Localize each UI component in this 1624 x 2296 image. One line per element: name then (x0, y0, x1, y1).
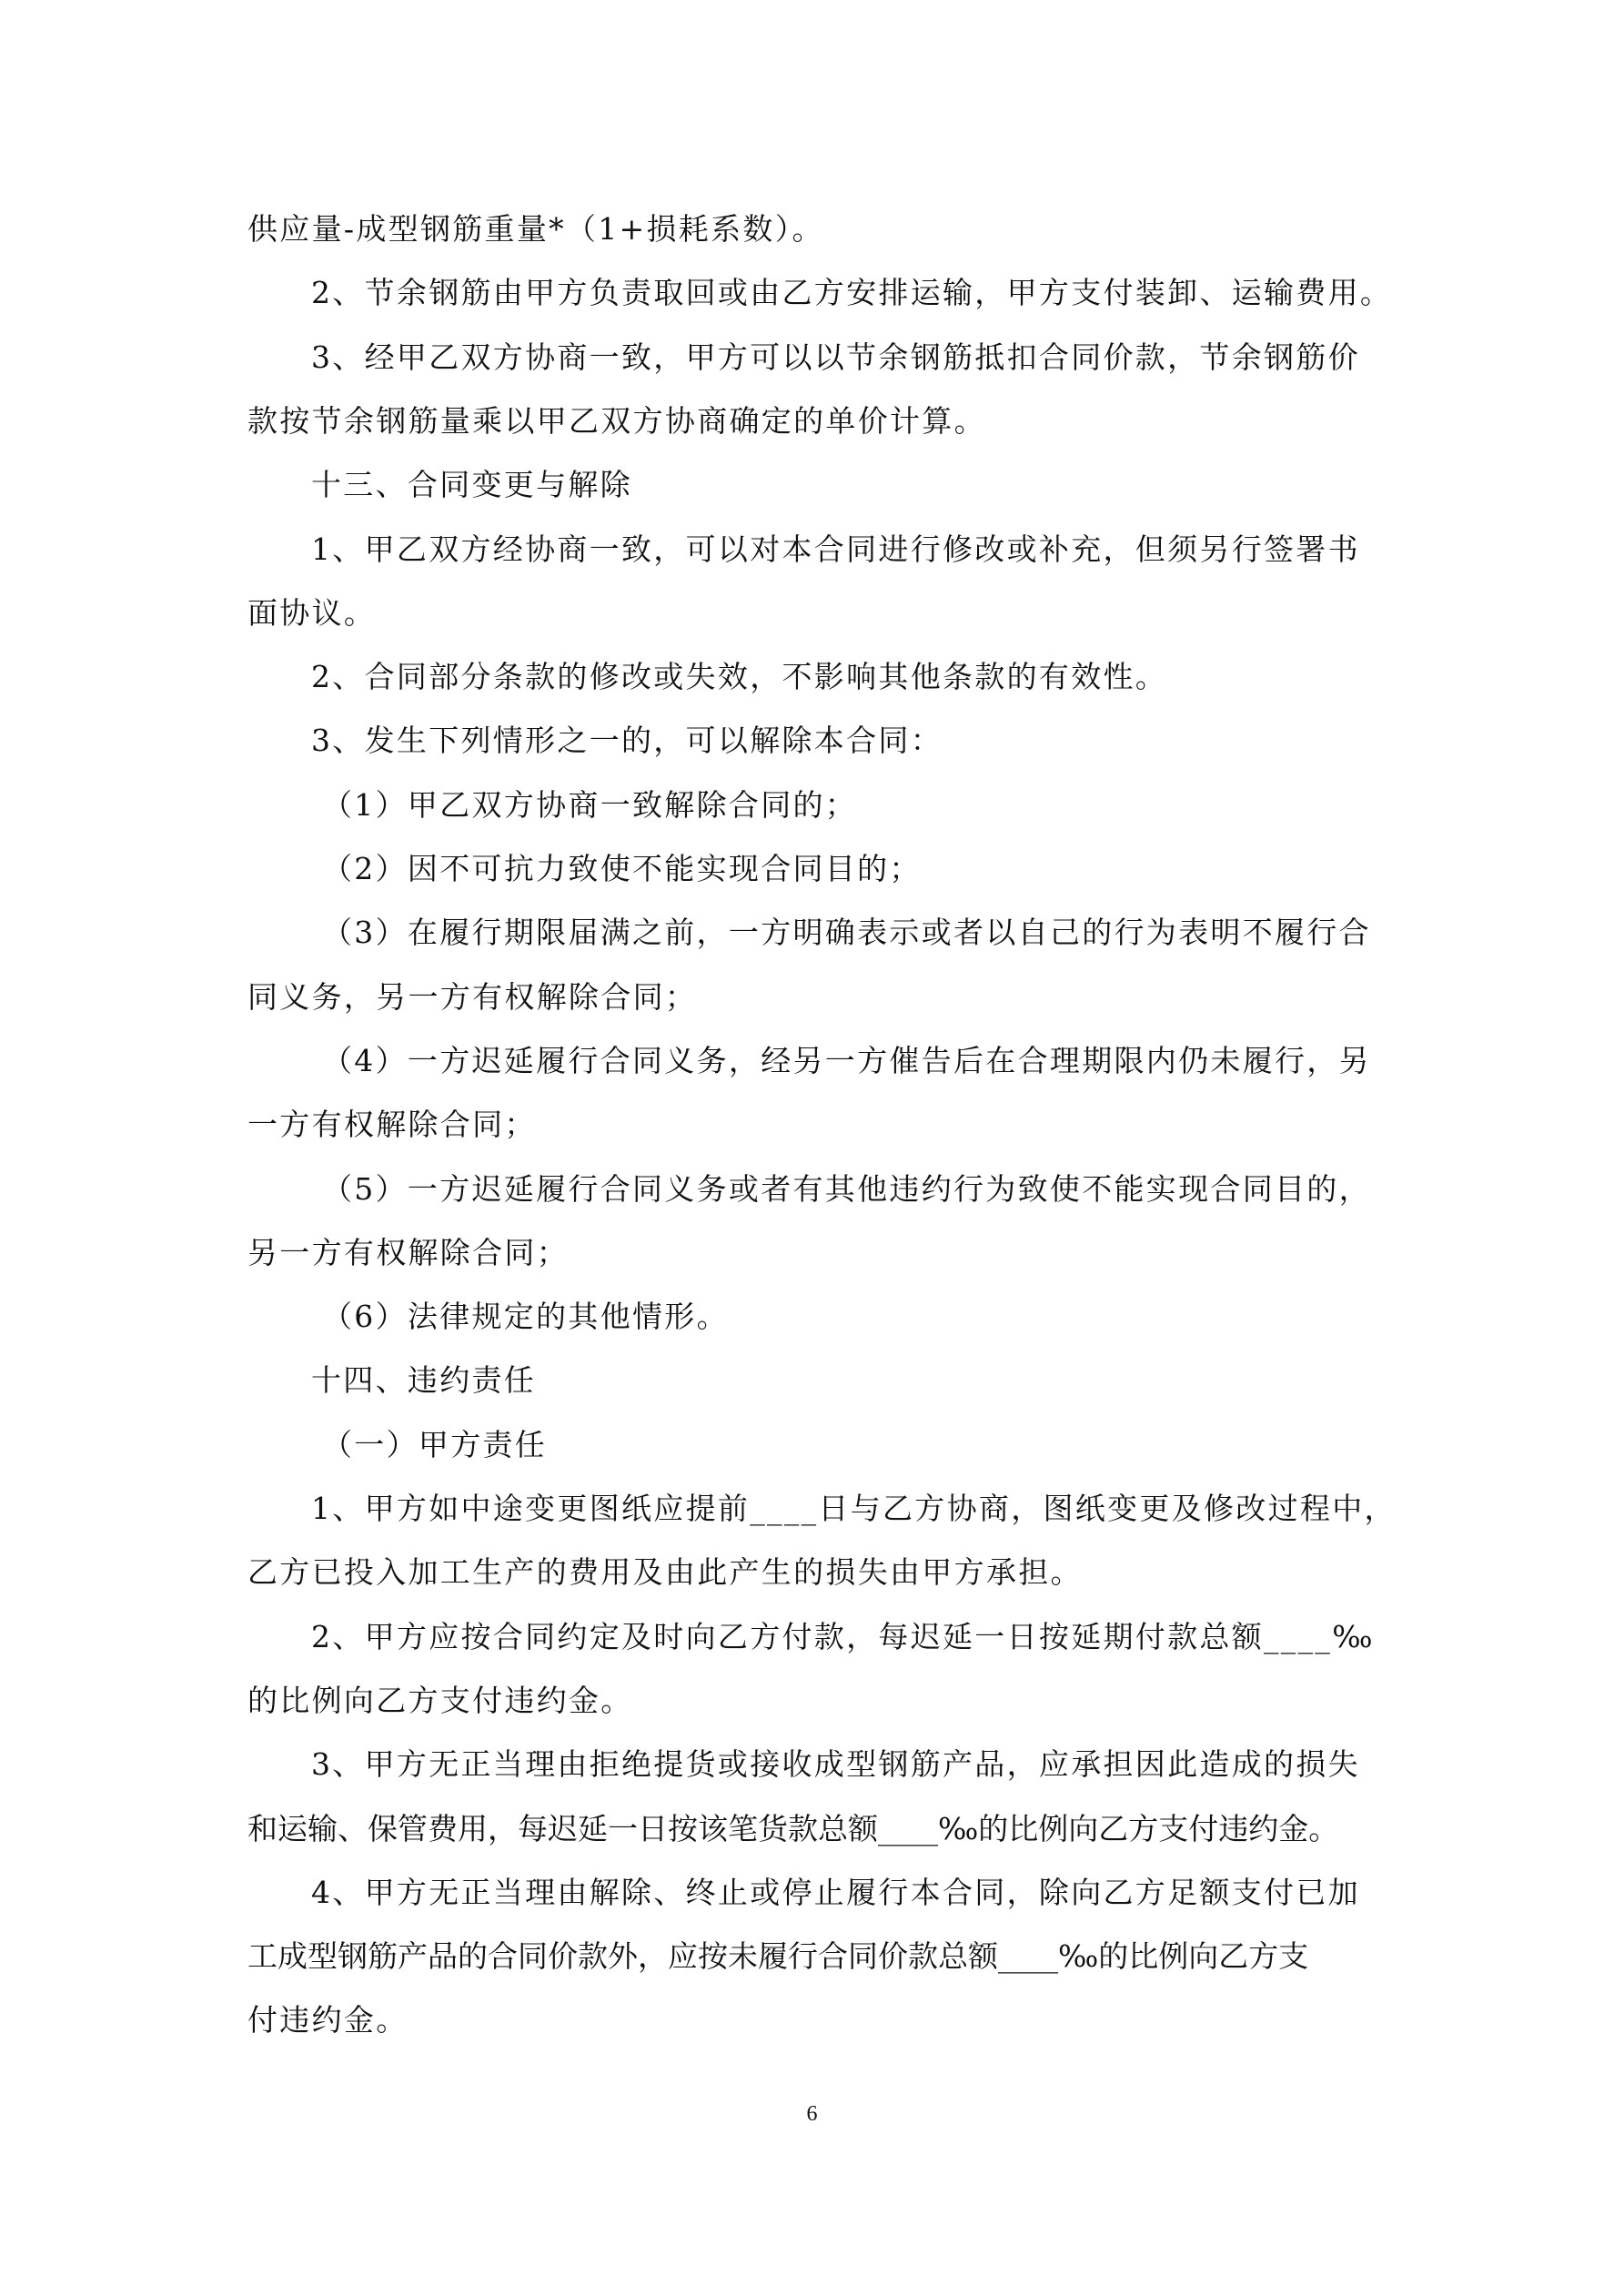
text-line: 1、甲方如中途变更图纸应提前____日与乙方协商，图纸变更及修改过程中， (311, 1491, 1397, 1526)
text-line: （6）法律规定的其他情形。 (322, 1299, 729, 1334)
text-line: 1、甲乙双方经协商一致，可以对本合同进行修改或补充，但须另行签署书 (311, 531, 1360, 567)
page-number: 6 (806, 2102, 818, 2126)
text-line: 付违约金。 (247, 2002, 409, 2038)
text-line: 和运输、保管费用，每迟延一日按该笔货款总额____‰的比例向乙方支付违约金。 (247, 1811, 1339, 1846)
text-line: 面协议。 (247, 595, 377, 631)
subsection-heading: （一）甲方责任 (322, 1427, 548, 1462)
text-line: （3）在履行期限届满之前，一方明确表示或者以自己的行为表明不履行合 (322, 915, 1371, 950)
text-line: 乙方已投入加工生产的费用及由此产生的损失由甲方承担。 (247, 1554, 1083, 1590)
text-line: 另一方有权解除合同； (247, 1235, 569, 1270)
text-line: 3、甲方无正当理由拒绝提货或接收成型钢筋产品，应承担因此造成的损失 (311, 1746, 1360, 1782)
text-line: 3、经甲乙双方协商一致，甲方可以以节余钢筋抵扣合同价款，节余钢筋价 (311, 339, 1360, 375)
text-line: （4）一方迟延履行合同义务，经另一方催告后在合理期限内仍未履行，另 (322, 1043, 1371, 1078)
text-line: 4、甲方无正当理由解除、终止或停止履行本合同，除向乙方足额支付已加 (311, 1875, 1360, 1910)
text-line: 款按节余钢筋量乘以甲乙双方协商确定的单价计算。 (247, 403, 986, 439)
section-heading: 十四、违约责任 (311, 1362, 537, 1398)
text-line: 2、合同部分条款的修改或失效，不影响其他条款的有效性。 (311, 659, 1168, 694)
text-line: 同义务，另一方有权解除合同； (247, 979, 698, 1015)
text-line: 2、节余钢筋由甲方负责取回或由乙方安排运输，甲方支付装卸、运输费用。 (311, 275, 1393, 310)
text-line: （1）甲乙双方协商一致解除合同的； (322, 787, 858, 823)
text-line: 的比例向乙方支付违约金。 (247, 1683, 633, 1718)
text-line: （5）一方迟延履行合同义务或者有其他违约行为致使不能实现合同目的， (322, 1171, 1371, 1207)
text-line: 2、甲方应按合同约定及时向乙方付款，每迟延一日按延期付款总额____‰ (311, 1619, 1375, 1654)
section-heading: 十三、合同变更与解除 (311, 467, 632, 502)
text-line: 供应量-成型钢筋重量*（1+损耗系数）。 (247, 211, 824, 247)
text-line: 工成型钢筋产品的合同价款外，应按未履行合同价款总额____‰的比例向乙方支 (247, 1938, 1309, 1974)
text-line: 一方有权解除合同； (247, 1107, 537, 1142)
text-line: （2）因不可抗力致使不能实现合同目的； (322, 851, 922, 886)
text-line: 3、发生下列情形之一的，可以解除本合同： (311, 723, 943, 758)
